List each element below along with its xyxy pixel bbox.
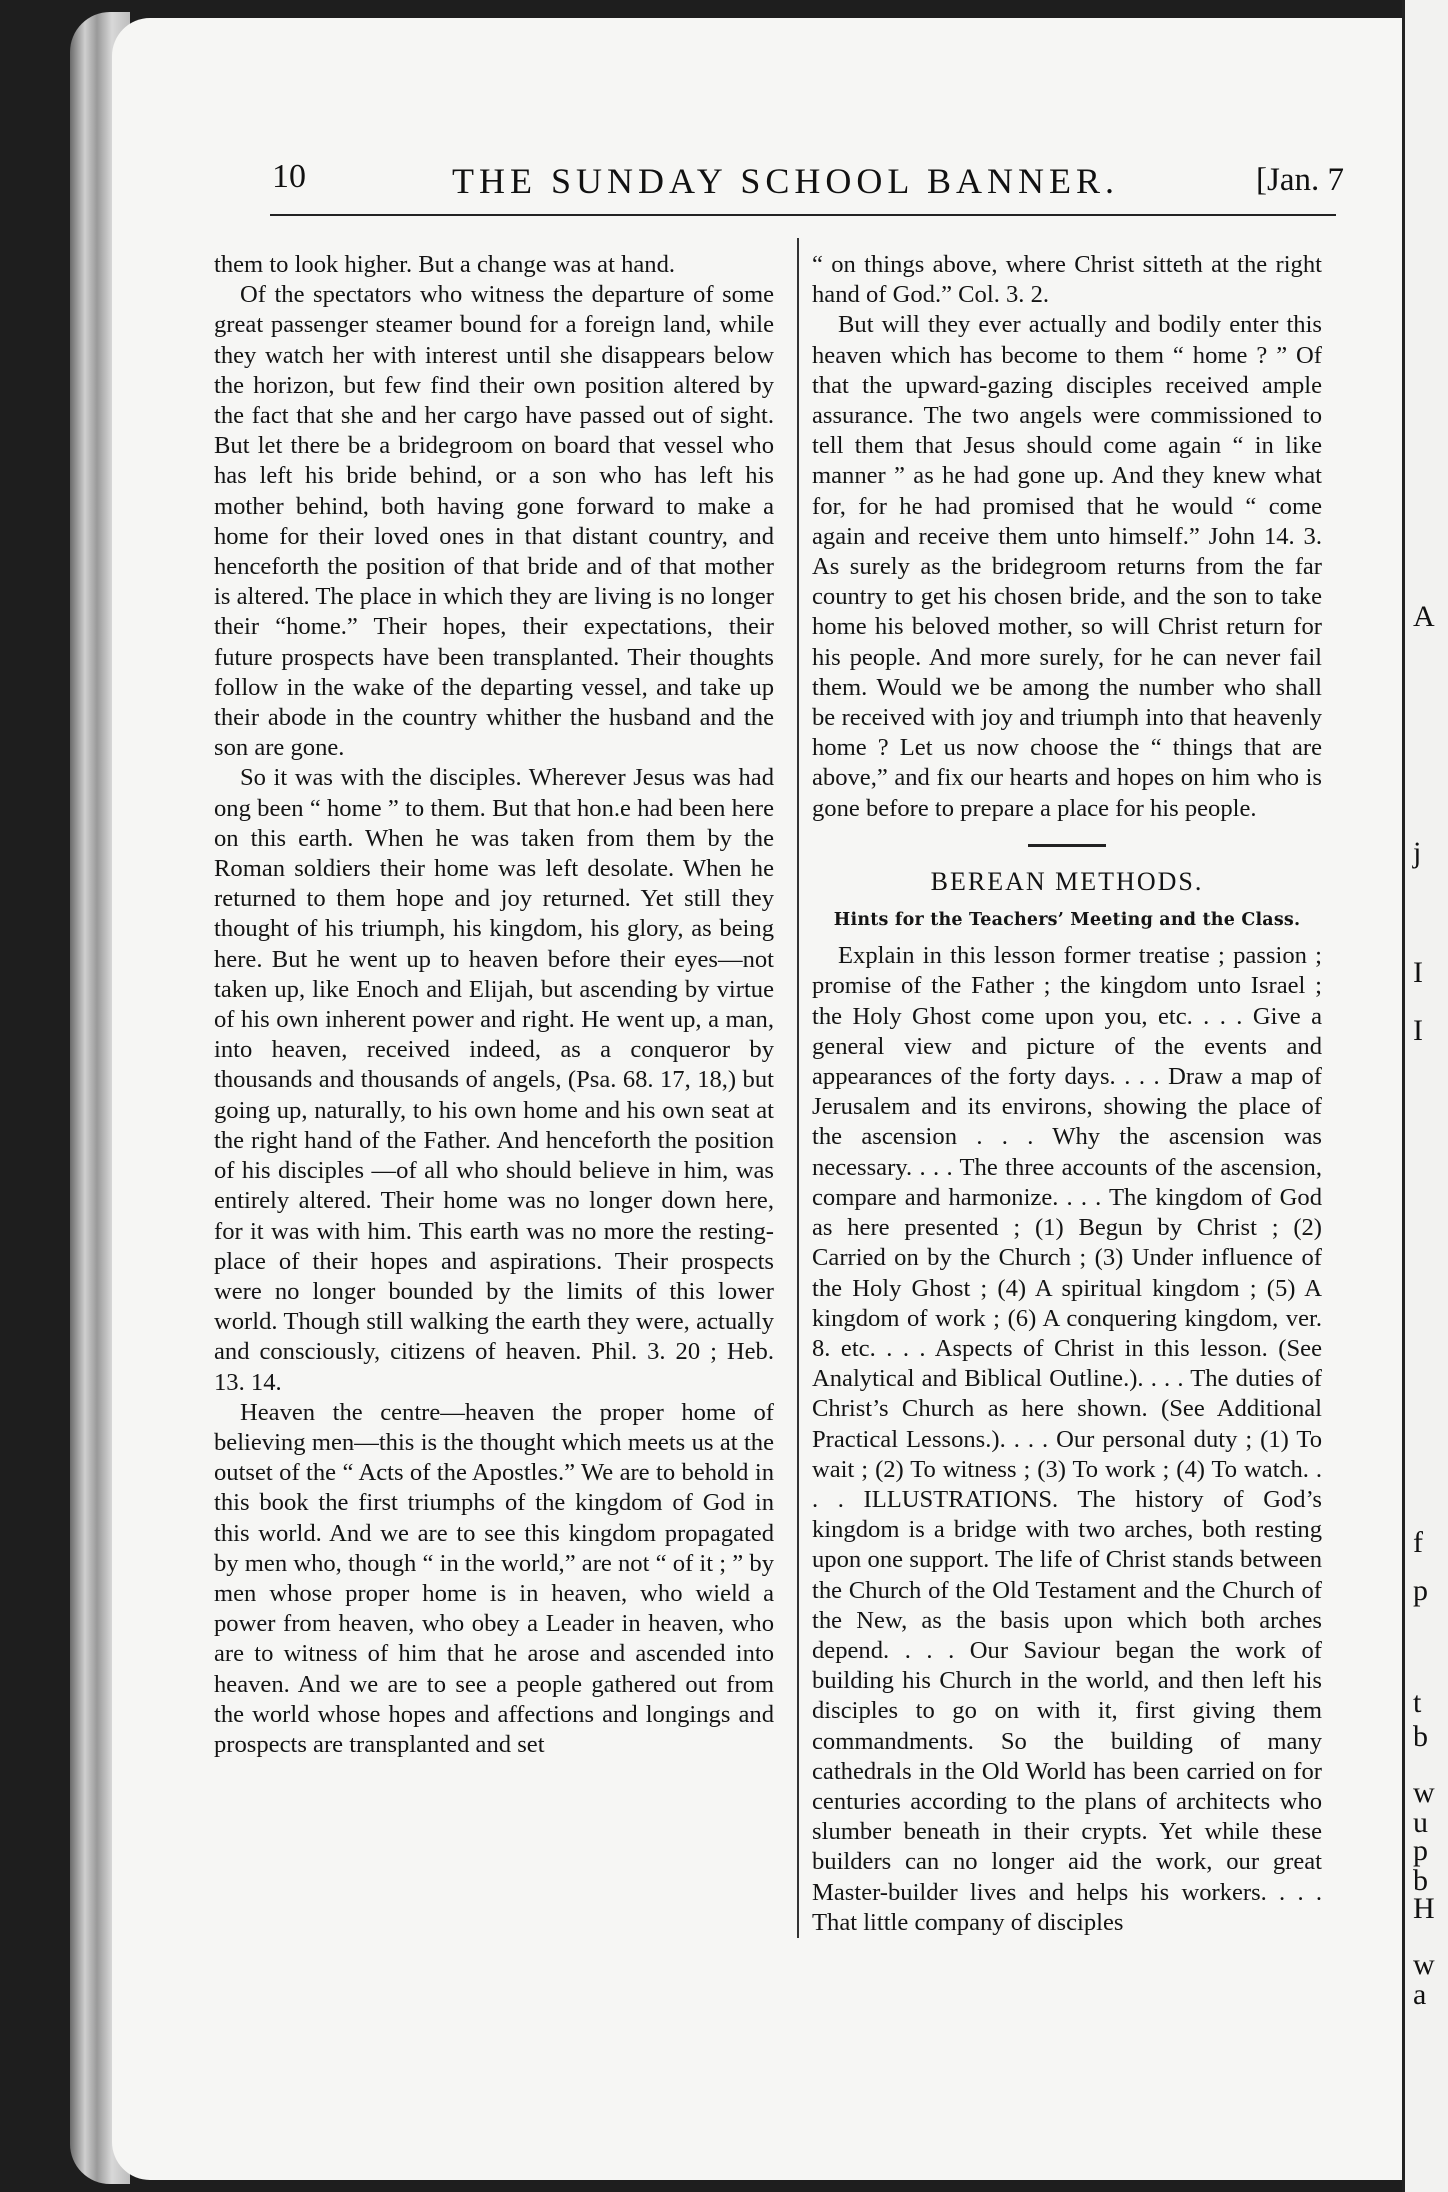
section-rule xyxy=(1028,844,1106,847)
paragraph: Heaven the centre—heaven the proper home of believing men—this is the thought which meets us at the outset of the “ Acts of the Apostles.” We are to behold in this book the first triumphs of the kingdom of God in this world. And we are to see this kingdom propagated by men who, though “ in the world,” are not “ of it ; ” by men whose proper home is in heaven, who wield a power from heaven, who obey a Leader in heaven, who are to witness of him that he arose and ascended into heaven. And we are to see a people gathered out from the world whose hopes and affections and longings and prospects are transplanted and set xyxy=(214,1398,774,1758)
facing-page-letter: j xyxy=(1413,836,1422,869)
left-column xyxy=(214,250,774,1760)
facing-page-letter: b xyxy=(1413,1864,1428,1897)
facing-page-letter: w xyxy=(1413,1948,1435,1981)
issue-date: [Jan. 7 xyxy=(1256,162,1344,198)
paragraph: Of the spectators who witness the departure of some great passenger steamer bound for a foreign land, while they watch her with interest until she disappears below the horizon, but few find their own position altered by the fact that she and her cargo have passed out of sight. But let there be a bridegroom on board that vessel who has left his bride behind, or a son who has left his mother behind, both having gone forward to make a home for their loved ones in that distant country, and henceforth the position of that bride and of that mother is altered. The place in which they are living is no longer their “home.” Their hopes, their expectations, their future prospects have been transplanted. Their thoughts follow in the wake of the departing vessel, and take up their abode in the country whither the husband and the son are gone. xyxy=(214,281,774,762)
facing-page-letter: H xyxy=(1413,1892,1435,1925)
paragraph: them to look higher. But a change was at hand. xyxy=(214,251,676,278)
facing-page-letter: I xyxy=(1413,956,1423,989)
facing-page-letter: b xyxy=(1413,1720,1428,1753)
facing-page-strip xyxy=(1402,0,1448,2192)
section-subtitle: Hints for the Teachers’ Meeting and the Class. xyxy=(833,910,1301,931)
facing-page-letter: t xyxy=(1413,1686,1422,1719)
facing-page-letter: u xyxy=(1413,1806,1428,1839)
paragraph: But will they ever actually and bodily enter this heaven which has become to them “ home ? ” Of that the upward-gazing disciples received ample assurance. The two angels were commissioned to tell them that Jesus should come again “ in like manner ” as he had gone up. And they knew what for, for he had promised that he would “ come again and receive them unto himself.” John 14. 3. As surely as the bridegroom returns from the far country to get his chosen bride, and the son to take home his beloved mother, so will Christ return for his people. And more surely, for he can never fail them. Would we be among the number who shall be received with joy and triumph into that heavenly home ? Let us now choose the “ things that are above,” and fix our hearts and hopes on him who is gone before to prepare a place for his people. xyxy=(812,311,1322,822)
running-title: THE SUNDAY SCHOOL BANNER. xyxy=(452,161,1120,201)
facing-page-letter: A xyxy=(1413,600,1435,633)
facing-page-letter: p xyxy=(1413,1574,1428,1607)
paragraph: So it was with the disciples. Wherever Jesus was had ong been “ home ” to them. But that hon.e had been here on this earth. When he was taken from them by the Roman soldiers their home was left desolate. When he returned to them hope and joy returned. Yet still they thought of his triumph, his kingdom, his glory, as being here. But he went up to heaven before their eyes—not taken up, like Enoch and Elijah, but ascending by virtue of his own inherent power and right. He went up, a man, into heaven, received indeed, as a conqueror by thousands and thousands of angels, (Psa. 68. 17, 18,) but going up, naturally, to his own home and his own seat at the right hand of the Father. And henceforth the position of his disciples —of all who should believe in him, was entirely altered. Their home was no longer down here, for it was with him. This earth was no more the resting-place of their hopes and aspirations. Their prospects were no longer bounded by the limits of this lower world. Though still walking the earth they were, actually and consciously, citizens of heaven. Phil. 3. 20 ; Heb. 13. 14. xyxy=(214,764,774,1396)
facing-page-letter: p xyxy=(1413,1834,1428,1867)
section-title: BEREAN METHODS. xyxy=(930,866,1204,896)
right-column xyxy=(812,250,1322,1938)
column-divider xyxy=(797,238,799,1938)
paragraph: “ on things above, where Christ sitteth at the right hand of God.” Col. 3. 2. xyxy=(812,251,1322,309)
facing-page-letter: w xyxy=(1413,1776,1435,1809)
paragraph: Explain in this lesson former treatise ; passion ; promise of the Father ; the kingdom unto Israel ; the Holy Ghost come upon you, etc. . . . Give a general view and picture of the events and appearances of the forty days. . . . Draw a map of Jerusalem and its environs, showing the place of the ascension . . . Why the ascension was necessary. . . . The three accounts of the ascension, compare and harmonize. . . . The kingdom of God as here presented ; (1) Begun by Christ ; (2) Carried on by the Church ; (3) Under influence of the Holy Ghost ; (4) A spiritual kingdom ; (5) A kingdom of work ; (6) A conquering kingdom, ver. 8. etc. . . . Aspects of Christ in this lesson. (See Analytical and Biblical Outline.). . . . The duties of Christ’s Church as here shown. (See Additional Practical Lessons.). . . . Our personal duty ; (1) To wait ; (2) To witness ; (3) To work ; (4) To watch. . . . ILLUSTRATIONS. The history of God’s kingdom is a bridge with two arches, both resting upon one support. The life of Christ stands between the Church of the Old Testament and the Church of the New, as the basis upon which both arches depend. . . . Our Saviour began the work of building his Church in the world, and then left his disciples to go on with it, first giving them commandments. So the building of many cathedrals in the Old World has been carried on for centuries according to the plans of architects who slumber beneath in their crypts. Yet while these builders can no longer aid the work, our great Master-builder lives and helps his workers. . . . That little company of disciples xyxy=(812,942,1322,1936)
page-header xyxy=(272,154,1344,212)
page-number: 10 xyxy=(272,158,306,195)
facing-page-letter: I xyxy=(1413,1014,1423,1047)
facing-page-letter: f xyxy=(1413,1526,1423,1559)
header-rule xyxy=(270,214,1336,216)
facing-page-letter: a xyxy=(1413,1978,1427,2011)
